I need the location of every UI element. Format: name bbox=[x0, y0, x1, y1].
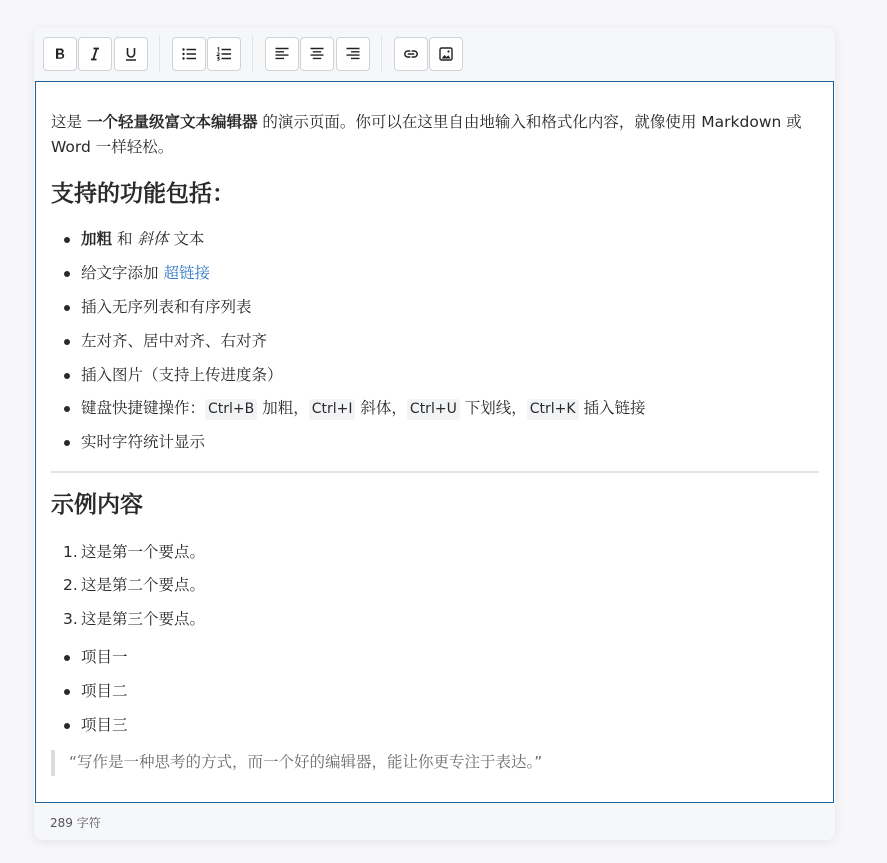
list-item: 插入无序列表和有序列表 bbox=[81, 295, 252, 320]
list-item: 项目一 bbox=[81, 645, 128, 670]
list-number: 3. bbox=[63, 610, 78, 628]
list-number: 1. bbox=[63, 543, 78, 561]
rich-text-editor bbox=[34, 28, 835, 840]
link-icon bbox=[403, 46, 419, 62]
align-center-icon bbox=[309, 46, 325, 62]
image-icon bbox=[438, 46, 454, 62]
horizontal-rule bbox=[51, 471, 819, 473]
underline-icon bbox=[123, 46, 139, 62]
features-heading: 支持的功能包括： bbox=[51, 181, 235, 207]
example-heading: 示例内容 bbox=[51, 492, 143, 518]
list-item: 给文字添加 超链接 bbox=[81, 261, 210, 286]
list-item: 插入图片（支持上传进度条） bbox=[81, 363, 283, 388]
italic-button[interactable] bbox=[78, 37, 112, 71]
toolbar bbox=[34, 28, 835, 82]
shortcut-key: Ctrl+K bbox=[527, 399, 579, 420]
bullet-list-button[interactable] bbox=[172, 37, 206, 71]
list-item: 项目三 bbox=[81, 713, 128, 738]
link-button[interactable] bbox=[394, 37, 428, 71]
list-item: 实时字符统计显示 bbox=[81, 430, 205, 455]
list-item: 1. 这是第一个要点。 bbox=[81, 540, 205, 565]
bullet-list-icon bbox=[181, 46, 197, 62]
toolbar-separator bbox=[381, 36, 382, 72]
italic-icon bbox=[87, 46, 103, 62]
list-item: 键盘快捷键操作： Ctrl+B 加粗， Ctrl+I 斜体， Ctrl+U 下划线， Ctrl+K 插入链接 bbox=[81, 396, 646, 421]
list-item: 左对齐、居中对齐、右对齐 bbox=[81, 329, 267, 354]
shortcut-key: Ctrl+I bbox=[309, 399, 356, 420]
align-right-icon bbox=[345, 46, 361, 62]
align-left-button[interactable] bbox=[265, 37, 299, 71]
list-item: 2. 这是第二个要点。 bbox=[81, 573, 205, 598]
list-number: 2. bbox=[63, 576, 78, 594]
status-bar bbox=[34, 804, 835, 840]
list-item: 3. 这是第三个要点。 bbox=[81, 607, 205, 632]
image-button[interactable] bbox=[429, 37, 463, 71]
blockquote: “写作是一种思考的方式，而一个好的编辑器，能让你更专注于表达。” bbox=[51, 750, 542, 776]
numbered-list-icon bbox=[216, 46, 232, 62]
editor-content[interactable] bbox=[35, 81, 834, 803]
list-item: 项目二 bbox=[81, 679, 128, 704]
bold-icon bbox=[52, 46, 68, 62]
toolbar-separator bbox=[159, 36, 160, 72]
intro-paragraph: 这是 一个轻量级富文本编辑器 的演示页面。你可以在这里自由地输入和格式化内容，就像使用 Markdown 或 Word 一样轻松。 bbox=[51, 113, 802, 156]
shortcut-key: Ctrl+U bbox=[407, 399, 460, 420]
hyperlink[interactable]: 超链接 bbox=[163, 264, 210, 282]
list-item: 加粗 和 斜体 文本 bbox=[81, 227, 204, 252]
intro-bold-text: 一个轻量级富文本编辑器 bbox=[86, 113, 258, 131]
align-left-icon bbox=[274, 46, 290, 62]
underline-button[interactable] bbox=[114, 37, 148, 71]
align-right-button[interactable] bbox=[336, 37, 370, 71]
char-count: 289 字符 bbox=[50, 816, 101, 830]
shortcut-key: Ctrl+B bbox=[205, 399, 257, 420]
numbered-list-button[interactable] bbox=[207, 37, 241, 71]
align-center-button[interactable] bbox=[300, 37, 334, 71]
bold-button[interactable] bbox=[43, 37, 77, 71]
toolbar-separator bbox=[252, 36, 253, 72]
